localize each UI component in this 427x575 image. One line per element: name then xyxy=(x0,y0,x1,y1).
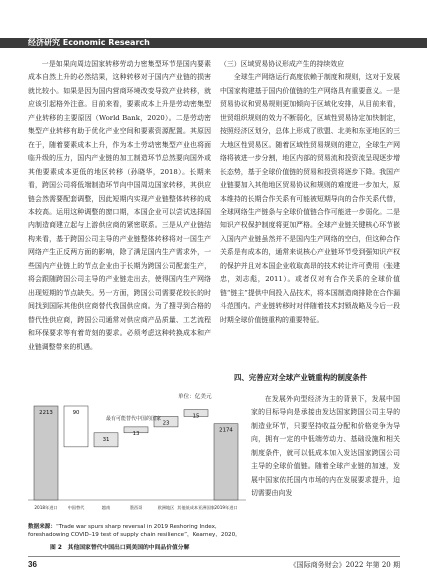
category-label: 欧洲地区 xyxy=(157,505,175,510)
category-label: 2018年进口 xyxy=(34,505,58,510)
bar-value-label: 2174 xyxy=(219,427,233,434)
journal-name: 《国际商务财会》2022 年第 20 期 xyxy=(289,561,400,569)
bar-6 xyxy=(214,424,238,500)
source-text: “Trade war spurs sharp reversal in 2019 Reshoring Index, foreshadowing COVID–19 test of supply chain resilience”，Kearney，2020。 xyxy=(28,524,241,538)
chart-unit-label: 单位：亿美元 xyxy=(178,394,212,400)
right-column xyxy=(220,58,400,327)
footer-rule xyxy=(28,556,400,557)
right-paragraph: 全球生产网络运行高度依赖于制度和规则，这对于发展中国家构建基于国内价值链的生产网络具有重要意义。一是贸易协议和贸易规则更加倾向于区域化安排，从目前来看，世贸组织规则的效力不断弱化，区域性贸易协定加快制定，按照经济区划分，总体上形成了欧盟、北美和东亚地区的三大地区性贸易区。随着区域性贸易规则的建立，全球生产网络将被进一步分割，地区内部的贸易流和投资流呈现逐步增长态势，基于全球价值链的贸易和投资将逐步下降。我国产业链要加入其他地区贸易协议和规则的难度进一步加大，原本维持的长期合作关系有可能被短期导向的合作关系代替，全球网络生产链条与全球价值链合作可能进一步弱化。二是知识产权保护制度将更加严格。全球产业链关键核心环节嵌入国内产业链虽然并不是国内生产网络的空白，但这种合作关系是有成本的，通常来说核心产业链环节受到强知识产权的保护并且对本国企业收取高昂的技术转让许可费用（张建忠，刘志彪，2011）。或者仅对有合作关系的全球价值链“链主”提供中间投入品技术，将本国制造商排除在合作漏斗范围内。产业链转移时对伴随着技术封锁战略及今后一段时期全球价值链重构的重要特征。 xyxy=(220,73,400,324)
waterfall-chart xyxy=(28,392,246,522)
category-label: 墨西哥 xyxy=(129,505,143,510)
bar-value-label: 23 xyxy=(162,420,170,427)
left-column xyxy=(28,58,211,354)
section-paragraph: 在发展外向型经济为主的背景下，发展中国家的目标导向是承接由发达国家跨国公司主导的制造业环节，只要坚持收益分配和价格竞争为导向，拥有一定的中低端劳动力、基础设施和相关制度条件，就可以低成本加入发达国家跨国公司主导的全球价值链。随着全球产业链的加速，发展中国家依托国内市场的内在发展要求提升，迫切需要由向发 xyxy=(251,395,400,498)
bar-0 xyxy=(34,406,58,500)
category-label: 其他低成本亚洲国家 xyxy=(177,505,215,510)
bar-value-label: 2213 xyxy=(39,410,53,416)
source-prefix: 数据来源： xyxy=(28,524,56,530)
page-number: 36 xyxy=(28,560,37,569)
chart-annotation: 最有可能替代中国的国家 xyxy=(106,416,162,422)
figure-caption: 图 2 其他国家替代中国出口到美国的中间品价值分解 xyxy=(50,545,190,551)
header-title: 经济研究 Economic Research xyxy=(28,38,150,47)
section-body xyxy=(251,393,400,501)
category-label: 中国替代 xyxy=(67,505,85,510)
bar-value-label: 90 xyxy=(72,410,80,416)
section-heading: 四、完善应对全球产业链重构的制度条件 xyxy=(234,373,368,382)
left-paragraph: 一是如果向周边国家转移劳动力密集型环节是国内要素成本自然上升的必然结果，这种转移对于国内产业链的损害就比较小。如果是因为国内营商环境改变导致产业转移，就应该引起格外注意。目前来看，要素成本上升是劳动密集型产业转移的主要原因（World Bank，2020）。二是劳动密集型产业转移有助于优化产业空间和要素资源配置。其原因在于，随着要素成本上升，作为本土劳动密集型产业也将面临升级的压力，国内产业链的加工制造环节总然要向国外或其他要素成本更低的地区转移（孙晓华，2018）。长期来看，跨国公司将低端制造环节向中国周边国家转移，其供应链会然需要配套调整，因此短期内实现产业链整体转移的成本较高。运用这种调整的窗口期，本国企业可以尝试选择国内制造商建立起与上游供应商的紧密联系。三是从产业链结构来看，基于跨国公司主导的产业链整体转移将对一国生产网络产生正反两方面的影响，除了满足国内生产需求外，一些国内产业链上的节点企业由于长期为跨国公司配套生产，将会跟随跨国公司主导的产业链走出去，使得国内生产网络出现短期的节点缺失。另一方面，跨国公司需要花较长的时间找到国际其他供应商替代我国供应商。为了搜寻到合格的替代性供应商，跨国公司通常对供应商产品质量、工艺流程和环保要求等有着苛刻的要求。必须考虑这种转换成本和产业链调整带来的机遇。 xyxy=(28,60,211,351)
bar-value-label: 31 xyxy=(102,436,110,443)
figure-source xyxy=(28,523,246,539)
category-label: 2019年进口 xyxy=(214,505,238,510)
subsection-heading: （三）区域贸易协议形成产生的持续效应 xyxy=(220,60,345,68)
bar-value-label: 13 xyxy=(132,430,140,437)
category-label: 越南 xyxy=(101,505,111,510)
bar-value-label: 15 xyxy=(192,413,200,420)
page-header xyxy=(0,0,427,48)
